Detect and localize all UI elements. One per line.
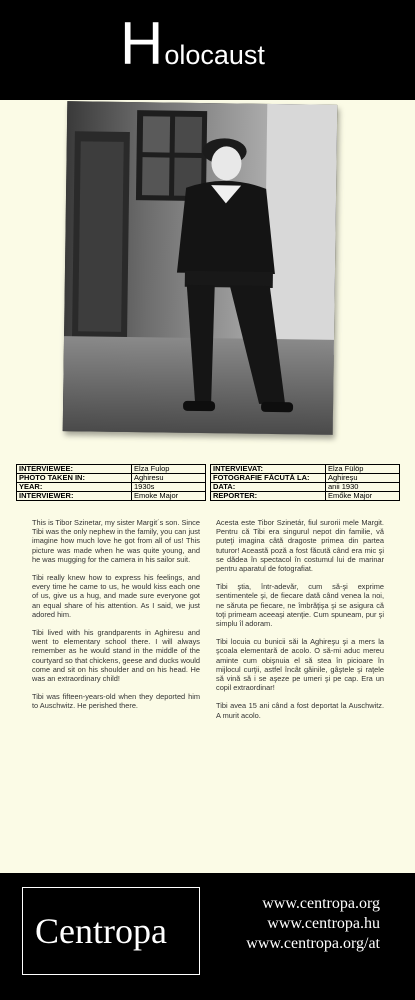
paragraph: Acesta este Tibor Szinetár, fiul surorii mele Margit. Pentru că Tibi era singurul nepot din familie, vă puteţi imagina câtă dragoste primea din partea tuturor! Această poză a fost făcută când era mic şi se dădea în spectacol în costumul lui de marinar pentru aparatul de fotografiat. [216,518,384,574]
centropa-logo [22,887,200,975]
website-link[interactable]: www.centropa.hu [267,915,380,932]
info-row [211,474,400,483]
main-panel [0,100,415,873]
website-links [246,894,380,954]
info-label: PHOTO TAKEN IN: [17,474,132,483]
info-row [211,492,400,501]
page-title [120,10,265,77]
paragraph: Tibi ştia, într-adevăr, cum să-şi exprime sentimentele şi, de fiecare dată când venea la noi, ne săruta pe fiecare, ne îmbrăţişa şi se asigura că toţi primeam aceeaşi atenţie. Cum spuneam, pur şi simplu îl adoram. [216,582,384,629]
info-label: REPORTER: [211,492,326,501]
info-label: YEAR: [17,483,132,492]
info-value: Emőke Major [326,492,400,501]
info-value: Aghireşu [326,474,400,483]
boy-in-sailor-suit-photo [63,101,338,435]
info-row [17,474,206,483]
info-value: 1930s [132,483,206,492]
info-table-romanian [210,464,400,501]
website-link[interactable]: www.centropa.org [262,895,380,912]
paragraph: Tibi locuia cu bunicii săi la Aghireşu şi a mers la şcoala elementară de acolo. O să-mi aduc mereu aminte cum obişnuia el să stea în picioare în mijlocul curţii, astfel încât găinile, gâştele şi raţele să vină să i se aşeze pe umeri şi pe cap. Era un copil extraordinar! [216,637,384,693]
title-rest: olocaust [164,40,265,70]
website-link[interactable]: www.centropa.org/at [246,935,380,952]
info-label: FOTOGRAFIE FĂCUTĂ LA: [211,474,326,483]
romanian-text-column [216,518,384,729]
info-value: Elza Fülöp [326,465,400,474]
info-label: DATA: [211,483,326,492]
info-label: INTERVIEWER: [17,492,132,501]
paragraph: Tibi was fifteen-years-old when they deported him to Auschwitz. He perished there. [32,692,200,711]
paragraph: Tibi avea 15 ani când a fost deportat la Auschwitz. A murit acolo. [216,701,384,720]
english-text-column [32,518,200,720]
paragraph: Tibi really knew how to express his feelings, and every time he came to us, he would kiss each one of us, give us a hug, and made sure everyone got an equal share of his attention. As I said, we just adored him. [32,573,200,619]
footer-bar [0,873,415,1000]
info-value: Emoke Major [132,492,206,501]
logo-text: Centropa [35,911,167,951]
info-label: INTERVIEWEE: [17,465,132,474]
info-table-english [16,464,206,501]
info-value: Aghiresu [132,474,206,483]
info-value: anii 1930 [326,483,400,492]
info-label: INTERVIEVAT: [211,465,326,474]
paragraph: Tibi lived with his grandparents in Aghiresu and went to elementary school there. I will always remember as he would stand in the middle of the courtyard so that chickens, geese and ducks would come and sit on his shoulder and on his head. He was an extraordinary child! [32,628,200,684]
info-value: Elza Fulop [132,465,206,474]
paragraph: This is Tibor Szinetar, my sister Margit´s son. Since Tibi was the only nephew in the family, you can just imagine how much love he got from all of us! This picture was made when he was quite young, and he was mugging for the camera in his sailor suit. [32,518,200,564]
title-initial: H [120,10,164,77]
header-bar [0,0,415,100]
info-row [17,492,206,501]
